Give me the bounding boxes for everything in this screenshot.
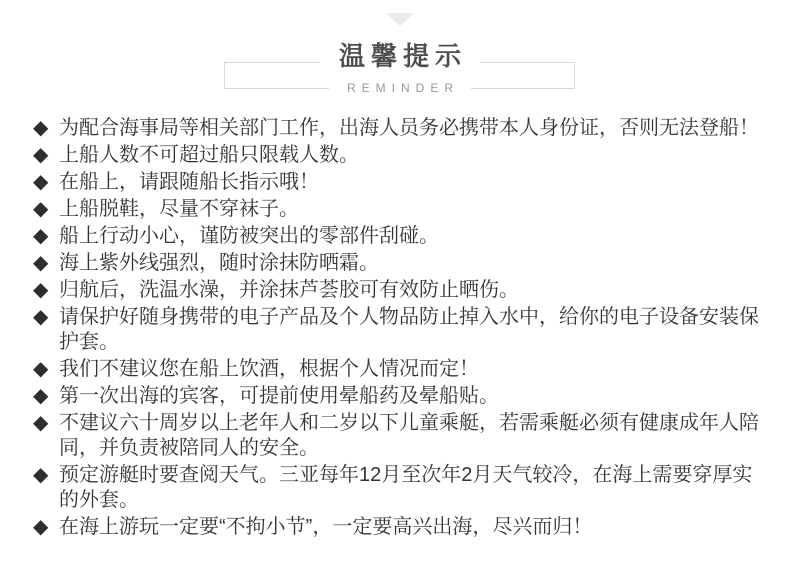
diamond-bullet-icon: ◆ (33, 225, 49, 247)
list-item (33, 197, 767, 222)
diamond-bullet-icon: ◆ (33, 198, 49, 220)
list-item-text: 上船脱鞋，尽量不穿袜子。 (59, 198, 299, 220)
list-item-text: 归航后，洗温水澡，并涂抹芦荟胶可有效防止晒伤。 (59, 279, 519, 301)
list-item-text: 我们不建议您在船上饮酒，根据个人情况而定！ (59, 358, 479, 380)
diamond-bullet-icon: ◆ (33, 306, 49, 328)
diamond-bullet-icon: ◆ (33, 252, 49, 274)
list-item-text: 预定游艇时要查阅天气。三亚每年12月至次年2月天气较冷，在海上需要穿厚实的外套。 (59, 464, 753, 511)
diamond-bullet-icon: ◆ (33, 412, 49, 434)
list-item (33, 357, 767, 382)
list-item (33, 170, 767, 195)
diamond-bullet-icon: ◆ (33, 385, 49, 407)
list-item (33, 463, 767, 513)
list-item-text: 第一次出海的宾客，可提前使用晕船药及晕船贴。 (59, 385, 499, 407)
diamond-bullet-icon: ◆ (33, 279, 49, 301)
diamond-bullet-icon: ◆ (33, 358, 49, 380)
list-item-text: 上船人数不可超过船只限载人数。 (59, 144, 359, 166)
list-item (33, 305, 767, 355)
list-item-text: 为配合海事局等相关部门工作，出海人员务必携带本人身份证，否则无法登船！ (59, 117, 759, 139)
list-item-text: 请保护好随身携带的电子产品及个人物品防止掉入水中，给你的电子设备安装保护套。 (59, 306, 759, 353)
list-item (33, 224, 767, 249)
list-item (33, 116, 767, 141)
diamond-bullet-icon: ◆ (33, 117, 49, 139)
list-item-text: 在船上，请跟随船长指示哦！ (59, 171, 319, 193)
diamond-bullet-icon: ◆ (33, 516, 49, 538)
down-triangle-icon (386, 13, 414, 26)
diamond-bullet-icon: ◆ (33, 464, 49, 486)
list-item (33, 515, 767, 540)
list-item (33, 143, 767, 168)
list-item (33, 411, 767, 461)
list-item (33, 251, 767, 276)
list-item-text: 海上紫外线强烈，随时涂抹防晒霜。 (59, 252, 379, 274)
list-item (33, 384, 767, 409)
page-subtitle: REMINDER (329, 82, 471, 94)
list-item (33, 278, 767, 303)
diamond-bullet-icon: ◆ (33, 144, 49, 166)
reminder-list (33, 116, 767, 542)
diamond-bullet-icon: ◆ (33, 171, 49, 193)
page-title: 温馨提示 (320, 43, 480, 69)
list-item-text: 在海上游玩一定要“不拘小节”，一定要高兴出海，尽兴而归！ (59, 516, 593, 538)
list-item-text: 不建议六十周岁以上老年人和二岁以下儿童乘艇，若需乘艇必须有健康成年人陪同，并负责被陪同人的安全。 (59, 412, 759, 459)
list-item-text: 船上行动小心，谨防被突出的零部件刮碰。 (59, 225, 439, 247)
